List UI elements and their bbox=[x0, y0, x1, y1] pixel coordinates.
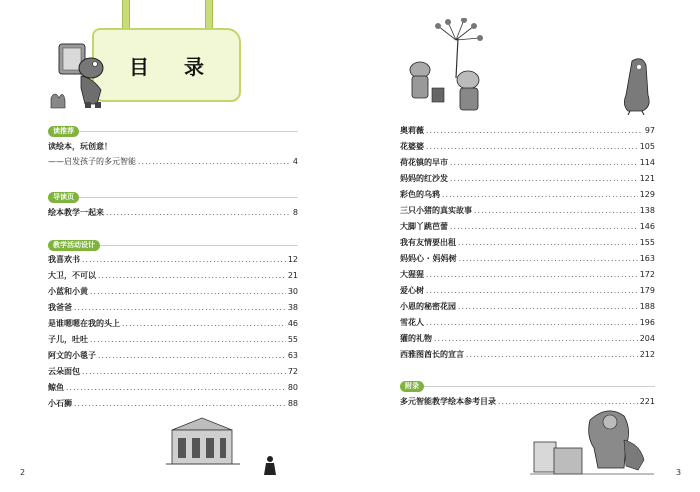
leader-dots bbox=[474, 204, 638, 218]
toc-entry[interactable]: 奥莉薇 ..... 97 bbox=[400, 124, 655, 138]
toc-entry[interactable]: 小蓝和小黄 ..... 30 bbox=[48, 285, 298, 299]
sign-post-left bbox=[122, 0, 130, 30]
creature-illustration bbox=[612, 55, 662, 115]
leader-dots bbox=[74, 397, 286, 411]
building-illustration bbox=[162, 412, 242, 467]
leader-dots bbox=[426, 316, 638, 330]
leader-dots bbox=[82, 253, 286, 267]
right-page bbox=[350, 0, 700, 492]
leader-dots bbox=[466, 348, 638, 362]
toc-entry[interactable]: 鲸鱼 ..... 80 bbox=[48, 381, 298, 395]
section-tag-guide: 导读页 bbox=[48, 192, 79, 203]
leader-dots bbox=[434, 332, 638, 346]
leader-dots bbox=[138, 155, 291, 169]
toc-entry[interactable]: 爱心树 ..... 179 bbox=[400, 284, 655, 298]
toc-entry[interactable]: 雪花人 ..... 196 bbox=[400, 316, 655, 330]
leader-dots bbox=[426, 284, 638, 298]
leader-dots bbox=[74, 301, 286, 315]
toc-entry[interactable]: 读绘本，玩创意！ bbox=[48, 142, 112, 151]
toc-entry[interactable]: 花婆婆 ..... 105 bbox=[400, 140, 655, 154]
leader-dots bbox=[106, 206, 291, 220]
page-title: 目 录 bbox=[129, 54, 218, 79]
page-number: 2 bbox=[20, 468, 26, 477]
toc-entry[interactable]: 妈妈的红沙发 ..... 121 bbox=[400, 172, 655, 186]
leader-dots bbox=[426, 140, 638, 154]
toc-entry[interactable]: 獾的礼物 ..... 204 bbox=[400, 332, 655, 346]
section-divider bbox=[48, 131, 298, 132]
section-divider bbox=[400, 386, 655, 387]
leader-dots bbox=[426, 268, 638, 282]
leader-dots bbox=[450, 172, 638, 186]
toc-entry[interactable]: 大猩猩 ..... 172 bbox=[400, 268, 655, 282]
sign-post-right bbox=[205, 0, 213, 30]
toc-entry[interactable]: 小恩的秘密花园 ..... 188 bbox=[400, 300, 655, 314]
leader-dots bbox=[66, 381, 286, 395]
toc-entry[interactable]: 大卫，不可以 ..... 21 bbox=[48, 269, 298, 283]
leader-dots bbox=[442, 188, 638, 202]
toc-entry[interactable]: 彩色的乌鸦 ..... 129 bbox=[400, 188, 655, 202]
leader-dots bbox=[458, 236, 638, 250]
toc-entry[interactable]: 我有友情要出租 ..... 155 bbox=[400, 236, 655, 250]
toc-entry[interactable]: 西雅图酋长的宣言 ..... 212 bbox=[400, 348, 655, 362]
toc-entry[interactable]: 云朵面包 ..... 72 bbox=[48, 365, 298, 379]
leader-dots bbox=[450, 156, 638, 170]
leader-dots bbox=[122, 317, 286, 331]
section-tag-appendix: 附录 bbox=[400, 381, 424, 392]
leader-dots bbox=[90, 285, 286, 299]
toc-entry[interactable]: 子儿，吐吐 ..... 55 bbox=[48, 333, 298, 347]
small-figure-illustration bbox=[262, 455, 278, 479]
leader-dots bbox=[90, 333, 286, 347]
toc-entry[interactable]: 阿文的小毯子 ..... 63 bbox=[48, 349, 298, 363]
toc-entry[interactable]: 大脚丫跳芭蕾 ..... 146 bbox=[400, 220, 655, 234]
leader-dots bbox=[82, 365, 286, 379]
reading-creature-illustration bbox=[45, 38, 115, 110]
toc-entry[interactable]: 多元智能教学绘本参考目录 ..... 221 bbox=[400, 395, 655, 409]
leader-dots bbox=[98, 269, 286, 283]
toc-entry[interactable]: 我爸爸 ..... 38 bbox=[48, 301, 298, 315]
leader-dots bbox=[98, 349, 286, 363]
toc-entry[interactable]: 是谁嗯嗯在我的头上 ..... 46 bbox=[48, 317, 298, 331]
section-divider bbox=[48, 197, 298, 198]
leader-dots bbox=[426, 124, 643, 138]
toc-entry[interactable]: 小石狮 ..... 88 bbox=[48, 397, 298, 411]
pigs-with-plant-illustration bbox=[398, 18, 508, 113]
leader-dots bbox=[459, 252, 638, 266]
toc-entry[interactable]: 荷花镇的早市 ..... 114 bbox=[400, 156, 655, 170]
leader-dots bbox=[450, 220, 638, 234]
gorilla-with-luggage-illustration bbox=[528, 400, 658, 480]
section-tag-recommend: 读推荐 bbox=[48, 126, 79, 137]
toc-entry[interactable]: 妈妈心 · 妈妈树 ..... 163 bbox=[400, 252, 655, 266]
section-tag-activities: 教学活动设计 bbox=[48, 240, 100, 251]
page-number: 3 bbox=[676, 468, 682, 477]
leader-dots bbox=[458, 300, 638, 314]
toc-entry[interactable]: ——启发孩子的多元智能 ..... 4 bbox=[48, 155, 298, 169]
toc-entry[interactable]: 绘本教学一起来 ..... 8 bbox=[48, 206, 298, 220]
toc-entry[interactable]: 我喜欢书 ..... 12 bbox=[48, 253, 298, 267]
toc-entry[interactable]: 三只小猪的真实故事 ..... 138 bbox=[400, 204, 655, 218]
